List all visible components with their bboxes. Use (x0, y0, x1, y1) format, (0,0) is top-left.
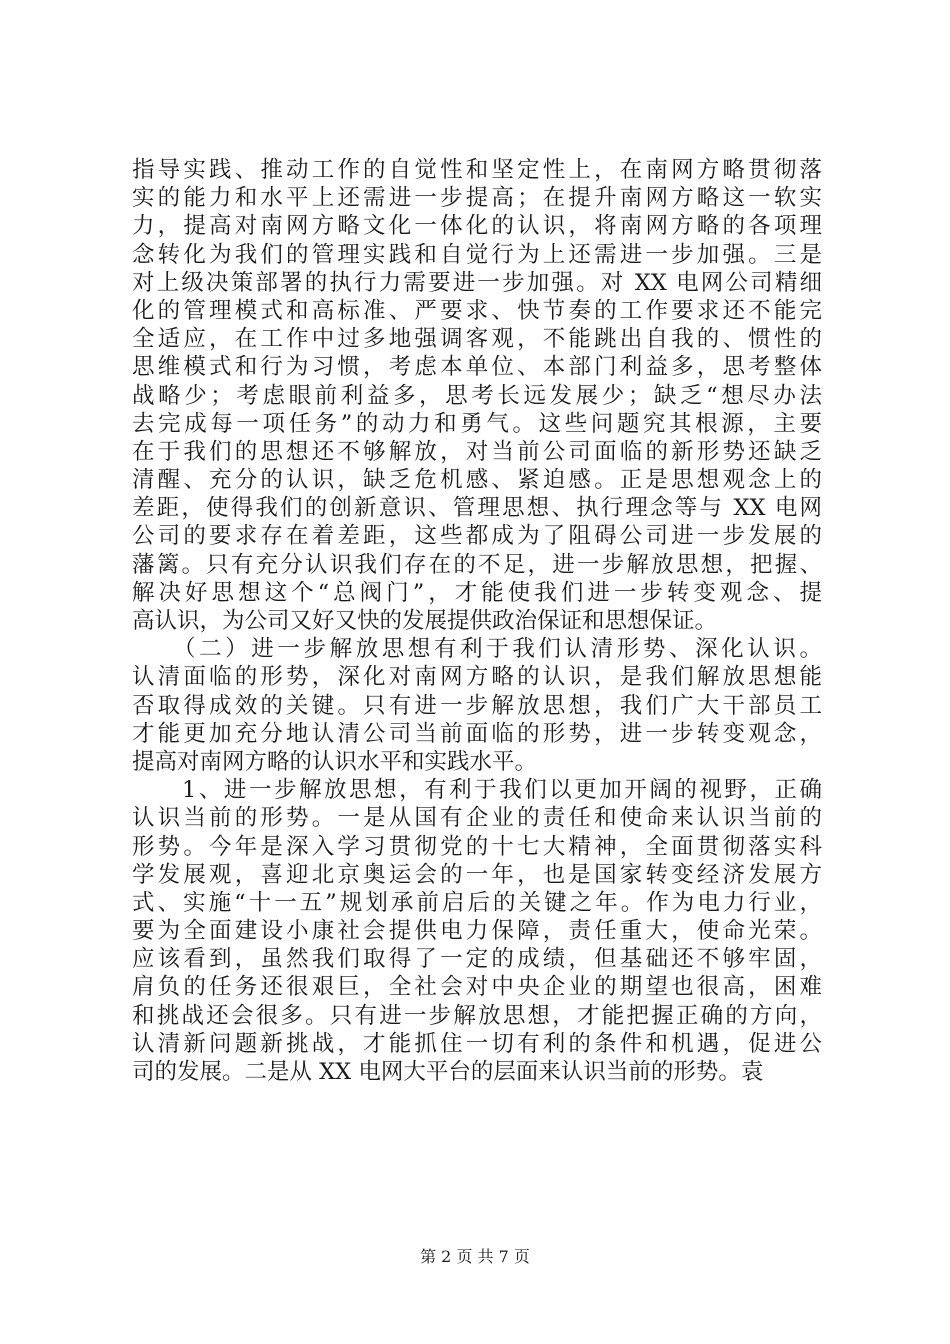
text-line: 式、实施“十一五”规划承前启后的关键之年。作为电力行业， (132, 889, 822, 916)
text-line: 形势。今年是深入学习贯彻党的十七大精神，全面贯彻落实科 (132, 833, 822, 860)
text-line: 提高对南网方略的认识水平和实践水平。 (132, 748, 538, 775)
text-line: 1、进一步解放思想，有利于我们以更加开阔的视野，正确 (132, 777, 822, 804)
text-line: 实的能力和水平上还需进一步提高；在提升南网方略这一软实 (132, 185, 822, 212)
text-line: 战略少；考虑眼前利益多，思考长远发展少；缺乏“想尽办法 (132, 382, 822, 409)
text-line: 否取得成效的关键。只有进一步解放思想，我们广大干部员工 (132, 692, 822, 719)
text-line: 公司的要求存在着差距，这些都成为了阻碍公司进一步发展的 (132, 523, 822, 550)
text-line: 认清面临的形势，深化对南网方略的认识，是我们解放思想能 (132, 664, 822, 691)
text-line: 念转化为我们的管理实践和自觉行为上还需进一步加强。三是 (132, 241, 822, 268)
text-line: 学发展观，喜迎北京奥运会的一年，也是国家转变经济发展方 (132, 861, 822, 888)
text-line: 肩负的任务还很艰巨，全社会对中央企业的期望也很高，困难 (132, 974, 822, 1001)
text-line: 藩篱。只有充分认识我们存在的不足，进一步解放思想，把握、 (132, 551, 822, 578)
text-line: （二）进一步解放思想有利于我们认清形势、深化认识。 (132, 636, 822, 663)
text-line: 认识当前的形势。一是从国有企业的责任和使命来认识当前的 (132, 805, 822, 832)
text-line: 指导实践、推动工作的自觉性和坚定性上，在南网方略贯彻落 (132, 157, 822, 183)
text-line: 清醒、充分的认识，缺乏危机感、紧迫感。正是思想观念上的 (132, 467, 822, 494)
text-line: 高认识，为公司又好又快的发展提供政治保证和思想保证。 (132, 608, 718, 634)
text-line: 才能更加充分地认清公司当前面临的形势，进一步转变观念， (132, 720, 822, 747)
text-line: 差距，使得我们的创新意识、管理思想、执行理念等与 XX 电网 (132, 495, 822, 522)
page-footer: 第 2 页 共 7 页 (420, 1247, 530, 1266)
body-text (132, 156, 822, 1086)
text-line: 对上级决策部署的执行力需要进一步加强。对 XX 电网公司精细 (132, 269, 822, 296)
text-line: 认清新问题新挑战，才能抓住一切有利的条件和机遇，促进公 (132, 1030, 822, 1057)
text-line: 司的发展。二是从 XX 电网大平台的层面来认识当前的形势。袁 (132, 1059, 764, 1085)
text-line: 解决好思想这个“总阀门”，才能使我们进一步转变观念、提 (132, 579, 822, 606)
text-line: 和挑战还会很多。只有进一步解放思想，才能把握正确的方向， (132, 1002, 822, 1029)
text-line: 化的管理模式和高标准、严要求、快节奏的工作要求还不能完 (132, 297, 822, 324)
text-line: 应该看到，虽然我们取得了一定的成绩，但基础还不够牢固， (132, 946, 822, 973)
text-line: 去完成每一项任务”的动力和勇气。这些问题究其根源，主要 (132, 410, 822, 437)
text-line: 思维模式和行为习惯，考虑本单位、本部门利益多，思考整体 (132, 354, 822, 381)
text-line: 力，提高对南网方略文化一体化的认识，将南网方略的各项理 (132, 213, 822, 240)
text-line: 要为全面建设小康社会提供电力保障，责任重大，使命光荣。 (132, 918, 822, 945)
text-line: 在于我们的思想还不够解放，对当前公司面临的新形势还缺乏 (132, 438, 822, 465)
text-line: 全适应，在工作中过多地强调客观，不能跳出自我的、惯性的 (132, 326, 822, 353)
